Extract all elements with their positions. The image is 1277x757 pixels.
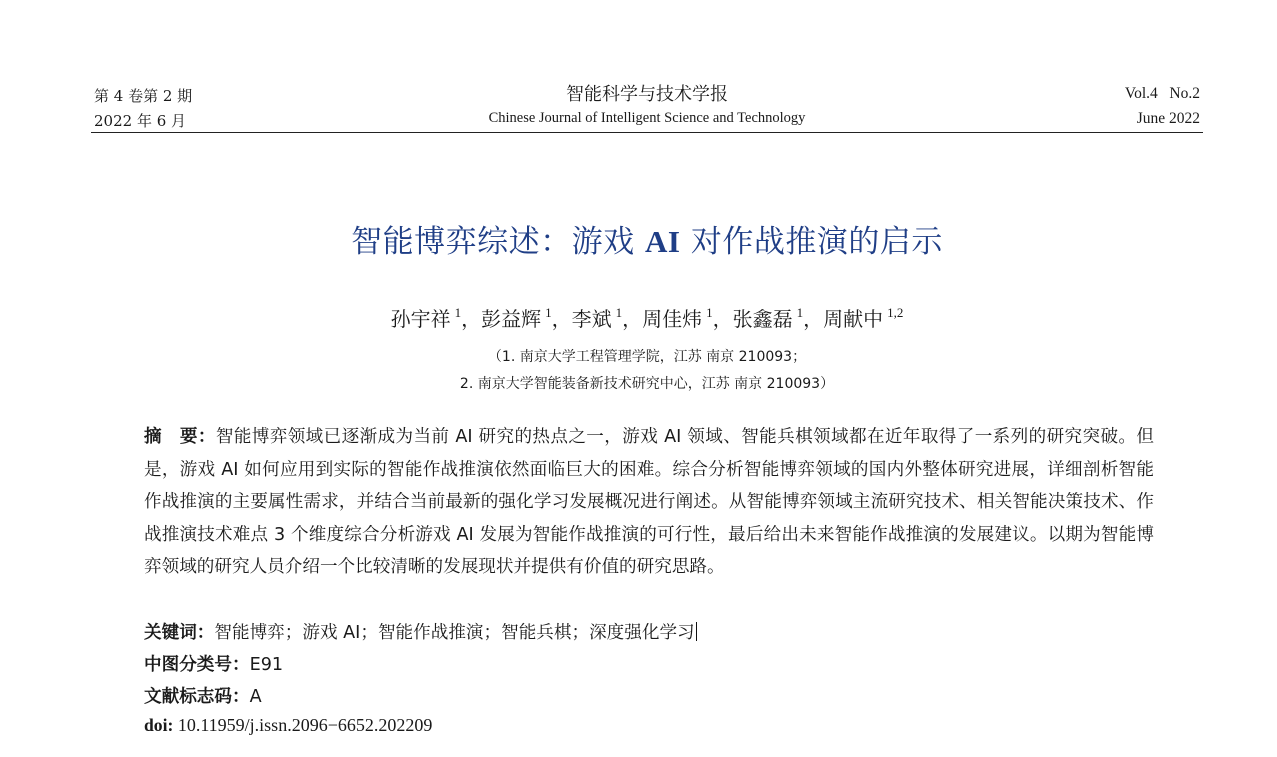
doi bbox=[144, 715, 432, 736]
author-separator: ， bbox=[803, 307, 824, 331]
abstract-text: 智能博弈领域已逐渐成为当前 AI 研究的热点之一，游戏 AI 领域、智能兵棋领域都在近年取得了一系列的研究突破。但是，游戏 AI 如何应用到实际的智能作战推演依然面临巨大的困难。综合分析智能博弈领域的国内外整体研究进展，详细剖析智能作战推演的主要属性需求，并结合当前最新的强化学习发展概况进行阐述。从智能博弈领域主流研究技术、相关智能决策技术、作战推演技术难点 3 个维度综合分析游戏 AI 发展为智能作战推演的可行性，最后给出未来智能作战推演的发展建议。以期为智能博弈领域的研究人员介绍一个比较清晰的发展现状并提供有价值的研究思路。 bbox=[144, 427, 1154, 578]
document-code bbox=[144, 683, 262, 708]
author-name: 孙宇祥 bbox=[390, 307, 451, 331]
title-part-1: 智能博弈综述：游戏 bbox=[351, 224, 646, 260]
header-divider bbox=[91, 132, 1203, 133]
title-latin: AI bbox=[645, 224, 681, 259]
author-separator: ， bbox=[712, 307, 733, 331]
journal-name-cn: 智能科学与技术学报 bbox=[566, 84, 728, 105]
abstract bbox=[144, 421, 1154, 584]
text-cursor bbox=[696, 622, 697, 641]
author-affiliation-marker: 1 bbox=[545, 305, 552, 320]
author-affiliation-marker: 1 bbox=[706, 305, 713, 320]
journal-name-en: Chinese Journal of Intelligent Science and Technology bbox=[488, 110, 806, 126]
clc-value: E91 bbox=[249, 655, 284, 675]
keywords-label: 关键词： bbox=[144, 623, 215, 643]
affiliation-1: （1. 南京大学工程管理学院，江苏 南京 210093； bbox=[487, 349, 807, 365]
volume-issue-cn: 第 4 卷第 2 期 bbox=[94, 87, 193, 105]
author-name: 周佳炜 bbox=[642, 307, 703, 331]
abstract-label: 摘 要： bbox=[144, 427, 216, 447]
volume-issue-en: Vol.4 No.2 bbox=[1124, 85, 1200, 102]
doi-value: 10.11959/j.issn.2096−6652.202209 bbox=[173, 715, 433, 735]
publication-date-en: June 2022 bbox=[1136, 110, 1200, 127]
author-affiliation-marker: 1 bbox=[796, 305, 804, 320]
author-name: 李斌 bbox=[571, 307, 612, 331]
affiliation-2: 2. 南京大学智能装备新技术研究中心，江苏 南京 210093） bbox=[459, 376, 835, 392]
author-name: 彭益辉 bbox=[481, 307, 542, 331]
title-part-2: 对作战推演的启示 bbox=[680, 224, 943, 260]
journal-header-bottom bbox=[0, 109, 1277, 131]
publication-date-cn: 2022 年 6 月 bbox=[94, 112, 187, 130]
author-name: 张鑫磊 bbox=[732, 307, 793, 331]
doc-code-label: 文献标志码： bbox=[144, 687, 250, 707]
clc-label: 中图分类号： bbox=[144, 655, 250, 675]
doc-code-value: A bbox=[249, 687, 262, 707]
author-list bbox=[0, 303, 1277, 332]
paper-title bbox=[0, 216, 1277, 261]
keywords bbox=[144, 619, 697, 644]
journal-header-top bbox=[0, 82, 1277, 106]
author-separator: ， bbox=[461, 307, 482, 331]
keywords-text: 智能博弈；游戏 AI；智能作战推演；智能兵棋；深度强化学习 bbox=[214, 623, 695, 643]
author-separator: ， bbox=[622, 307, 643, 331]
doi-label: doi: bbox=[144, 715, 174, 735]
author-affiliation-marker: 1 bbox=[615, 305, 623, 320]
author-separator: ， bbox=[551, 307, 572, 331]
author-name: 周献中 bbox=[823, 307, 884, 331]
classification-code bbox=[144, 651, 283, 676]
author-affiliation-marker: 1 bbox=[454, 305, 462, 320]
author-affiliation-marker: 1,2 bbox=[887, 305, 904, 320]
